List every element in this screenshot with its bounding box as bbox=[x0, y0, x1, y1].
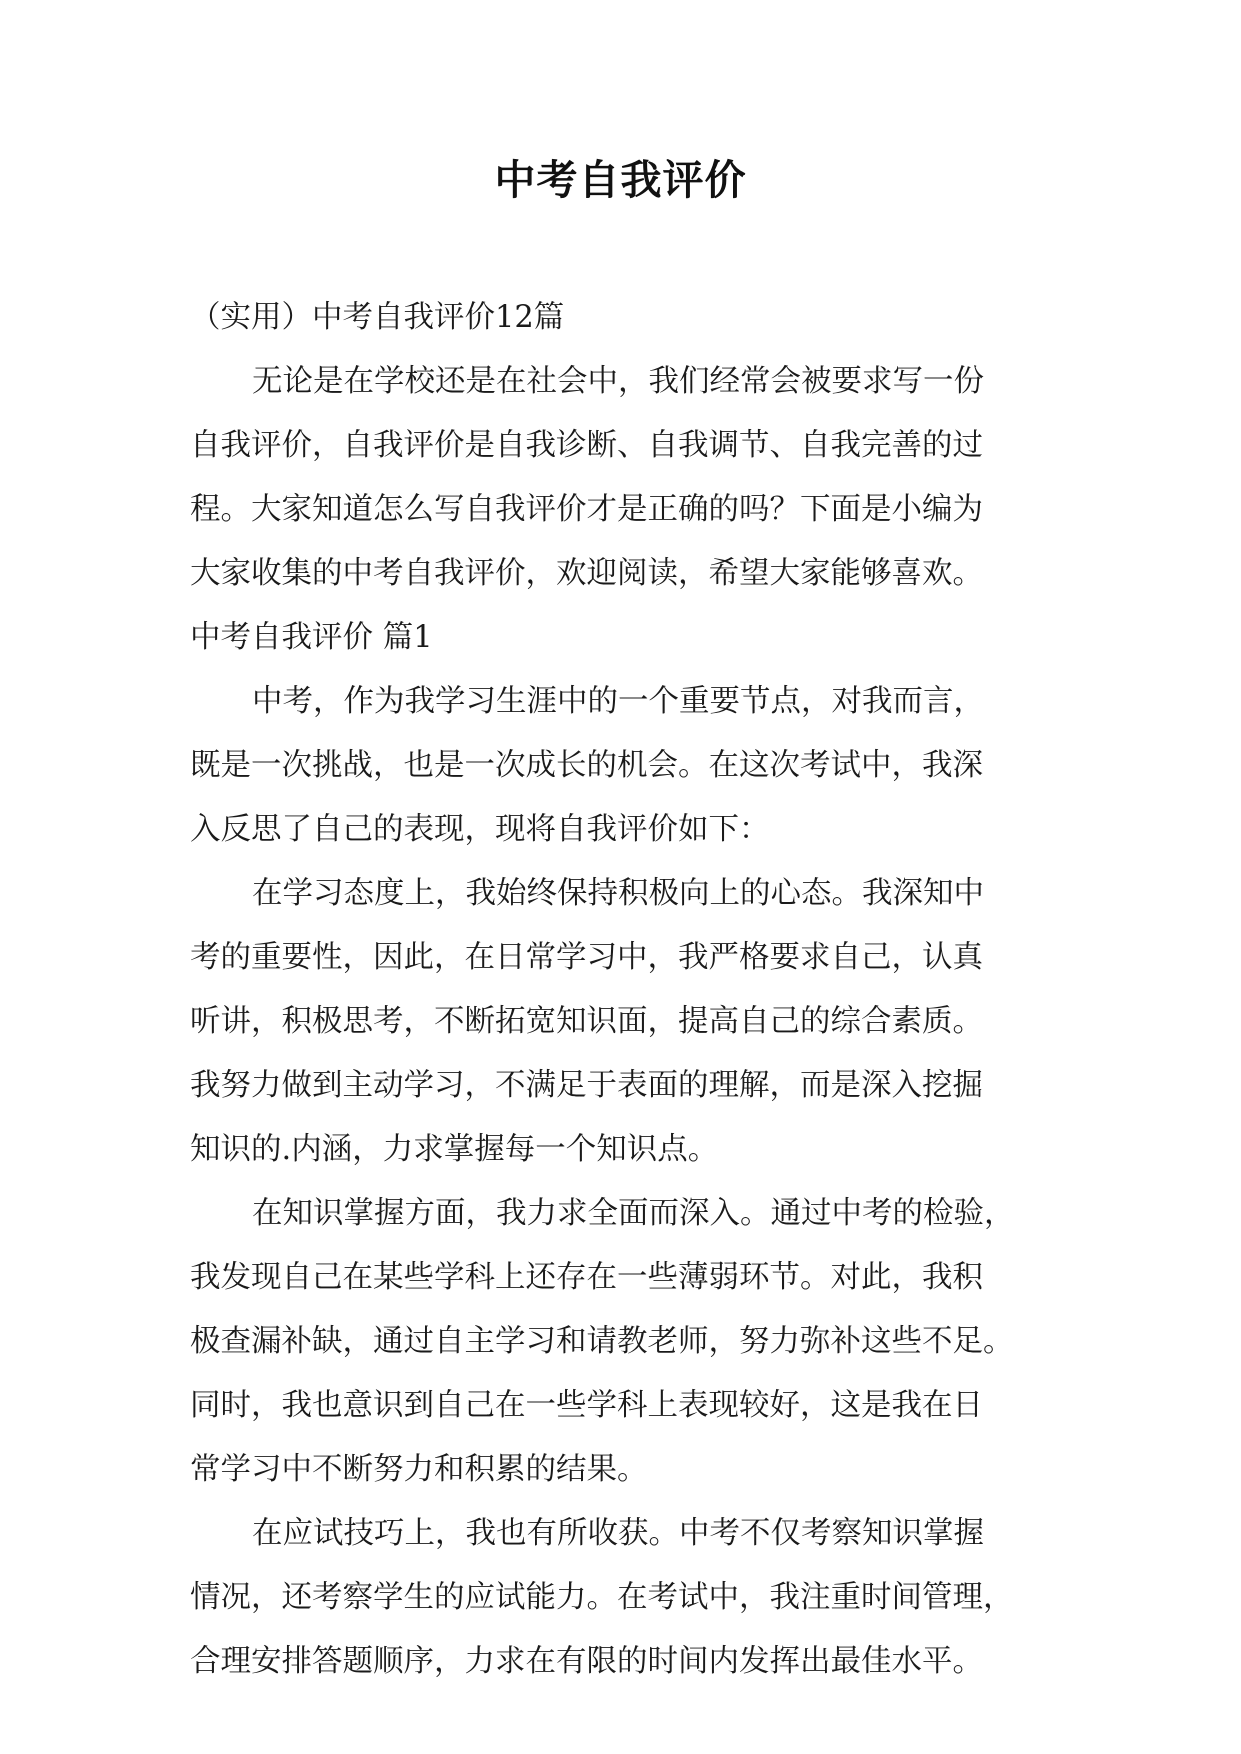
text-line: 无论是在学校还是在社会中，我们经常会被要求写一份 bbox=[252, 364, 984, 399]
document-body bbox=[190, 286, 1060, 1694]
text-line: 合理安排答题顺序，力求在有限的时间内发挥出最佳水平。 bbox=[190, 1644, 983, 1679]
text-line: 我努力做到主动学习，不满足于表面的理解，而是深入挖掘 bbox=[190, 1068, 983, 1103]
text-line: 自我评价，自我评价是自我诊断、自我调节、自我完善的过 bbox=[190, 428, 983, 463]
text-line: 大家收集的中考自我评价，欢迎阅读，希望大家能够喜欢。 bbox=[190, 556, 983, 591]
text-line: 我发现自己在某些学科上还存在一些薄弱环节。对此，我积 bbox=[190, 1260, 983, 1295]
text-line: 程。大家知道怎么写自我评价才是正确的吗？下面是小编为 bbox=[190, 492, 983, 527]
text-line: 在学习态度上，我始终保持积极向上的心态。我深知中 bbox=[252, 876, 984, 911]
text-line: 在应试技巧上，我也有所收获。中考不仅考察知识掌握 bbox=[252, 1516, 984, 1551]
text-line: 极查漏补缺，通过自主学习和请教老师，努力弥补这些不足。 bbox=[190, 1324, 1014, 1359]
text-line: 考的重要性，因此，在日常学习中，我严格要求自己，认真 bbox=[190, 940, 983, 975]
text-line: 既是一次挑战，也是一次成长的机会。在这次考试中，我深 bbox=[190, 748, 983, 783]
text-line: 情况，还考察学生的应试能力。在考试中，我注重时间管理， bbox=[190, 1580, 1014, 1615]
text-line: 常学习中不断努力和积累的结果。 bbox=[190, 1452, 648, 1487]
text-line: 知识的.内涵，力求掌握每一个知识点。 bbox=[190, 1132, 719, 1167]
text-line: 在知识掌握方面，我力求全面而深入。通过中考的检验， bbox=[252, 1196, 1015, 1231]
document-title: 中考自我评价 bbox=[494, 156, 747, 204]
text-line: 中考，作为我学习生涯中的一个重要节点，对我而言， bbox=[252, 684, 984, 719]
text-line: 听讲，积极思考，不断拓宽知识面，提高自己的综合素质。 bbox=[190, 1004, 983, 1039]
section-heading: 中考自我评价 篇1 bbox=[190, 620, 433, 655]
text-line: 同时，我也意识到自己在一些学科上表现较好，这是我在日 bbox=[190, 1388, 983, 1423]
text-line: 入反思了自己的表现，现将自我评价如下： bbox=[190, 812, 770, 847]
document-subtitle: （实用）中考自我评价12篇 bbox=[190, 300, 565, 335]
